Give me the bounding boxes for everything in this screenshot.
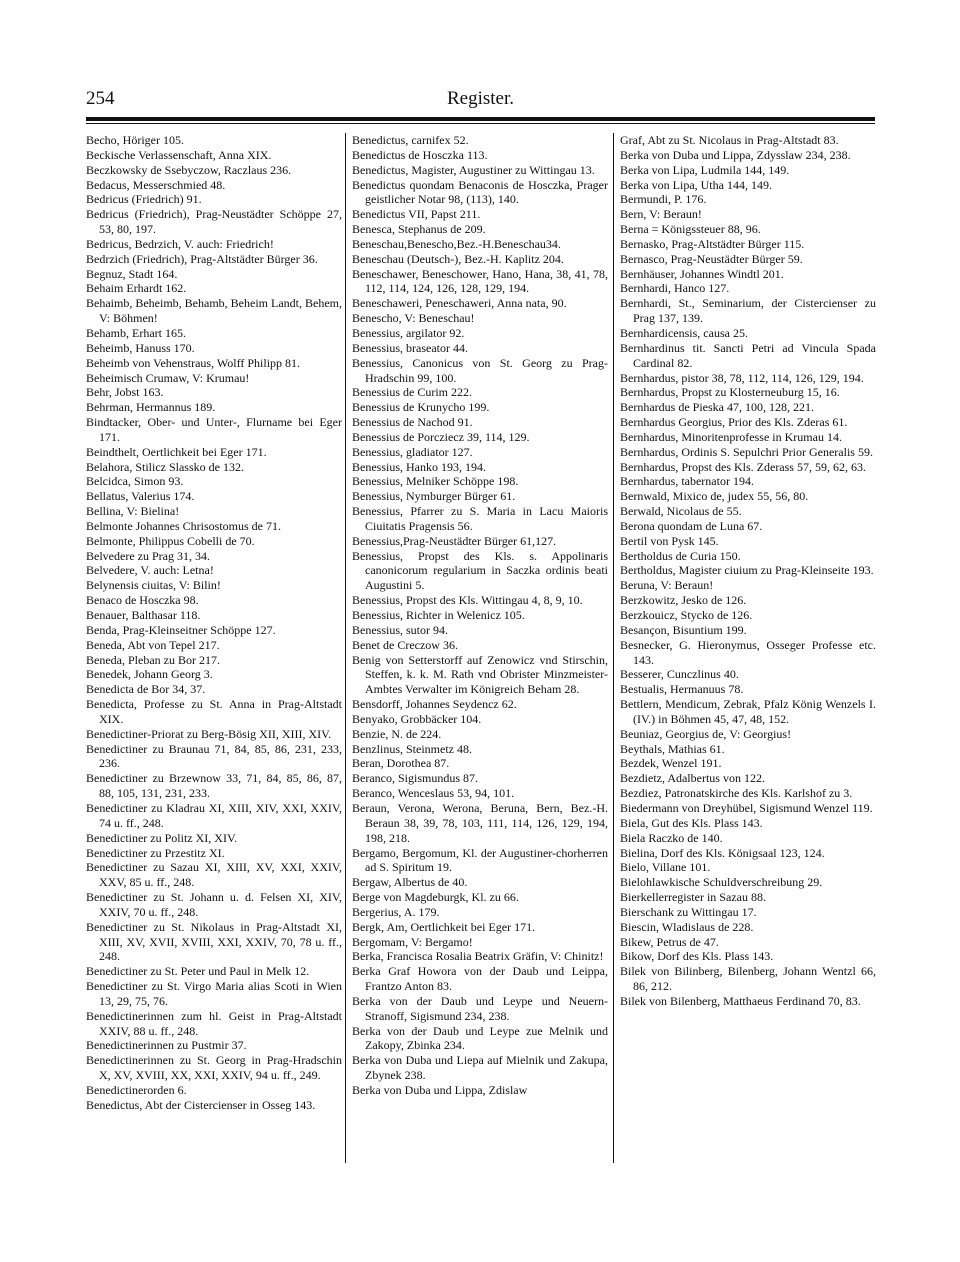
index-entry: Benessius, Propst des Kls. Wittingau 4, 8, 9, 10. — [352, 593, 583, 608]
index-entry: Bilek von Bilinberg, Bilenberg, Johann Wentzl 66, 86, 212. — [620, 964, 876, 994]
index-entry: Bikow, Dorf des Kls. Plass 143. — [620, 949, 774, 964]
index-entry: Bertholdus de Curia 150. — [620, 548, 741, 563]
index-entry: Belynensis ciuitas, V: Bilin! — [86, 578, 221, 593]
index-entry: Belcidca, Simon 93. — [86, 474, 184, 489]
index-entry: Benedictiner zu St. Nikolaus in Prag-Altstadt XI, XIII, XV, XVII, XVIII, XXI, XXIV, 70, 78 u. ff., 248. — [86, 919, 342, 964]
index-entry: Beruna, V: Beraun! — [620, 578, 714, 593]
index-entry: Bielina, Dorf des Kls. Königsaal 123, 124. — [620, 845, 825, 860]
index-entry: Berwald, Nicolaus de 55. — [620, 504, 742, 519]
index-entry: Benessius de Porcziecz 39, 114, 129. — [352, 429, 530, 444]
index-entry: Bernhardi, Hanco 127. — [620, 281, 730, 296]
index-entry: Benessius, Nymburger Bürger 61. — [352, 489, 516, 504]
index-entry: Beczkowsky de Ssebyczow, Raczlaus 236. — [86, 162, 292, 177]
index-entry: Belahora, Stilicz Slassko de 132. — [86, 459, 244, 474]
index-entry: Becho, Höriger 105. — [86, 133, 184, 147]
index-entry: Berka von Duba und Lippa, Zdislaw — [352, 1083, 528, 1097]
index-entry: Benessius, Pfarrer zu S. Maria in Lacu Maioris Ciuitatis Pragensis 56. — [352, 504, 608, 533]
index-entry: Belvedere, V. auch: Letna! — [86, 563, 214, 578]
index-entry: Berge von Magdeburgk, Kl. zu 66. — [352, 890, 519, 905]
index-entry: Bernhardi, St., Seminarium, der Cistercienser zu Prag 137, 139. — [620, 296, 876, 326]
index-entry: Benesca, Stephanus de 209. — [352, 222, 486, 237]
index-entry: Benedictus, Magister, Augustiner zu Wittingau 13. — [352, 162, 595, 177]
index-entry: Belmonte Johannes Chrisostomus de 71. — [86, 518, 281, 533]
column-separator — [345, 133, 346, 1163]
index-entry: Bernhardus, Ordinis S. Sepulchri Prior Generalis 59. — [620, 444, 873, 459]
index-entry: Benedictus VII, Papst 211. — [352, 207, 481, 222]
index-entry: Bernhardus de Pieska 47, 100, 128, 221. — [620, 400, 814, 415]
index-entry: Benedictiner zu Kladrau XI, XIII, XIV, XXI, XXIV, 74 u. ff., 248. — [86, 800, 342, 830]
index-entry: Benedictiner zu Sazau XI, XIII, XV, XXI, XXIV, XXV, 85 u. ff., 248. — [86, 860, 342, 890]
index-entry: Benedicta, Professe zu St. Anna in Prag-Altstadt XIX. — [86, 697, 342, 726]
index-entry: Bernhardus Georgius, Prior des Kls. Zderas 61. — [620, 415, 848, 430]
index-entry: Benessius, Canonicus von St. Georg zu Prag-Hradschin 99, 100. — [352, 355, 608, 385]
index-entry: Bernhardus, Minoritenprofesse in Krumau 14. — [620, 429, 842, 444]
header-rule-thin — [86, 123, 875, 124]
index-entry: Benescho, V: Beneschau! — [352, 311, 475, 326]
index-entry: Behaimb, Beheimb, Behamb, Beheim Landt, Behem, V: Böhmen! — [86, 296, 342, 326]
index-entry: Berka von Duba und Lippa, Zdysslaw 234, 238. — [620, 147, 851, 162]
index-entry: Benedictiner zu St. Johann u. d. Felsen XI, XIV, XXIV, 70 u. ff., 248. — [86, 890, 342, 919]
register-column-1 — [86, 133, 342, 1113]
index-entry: Beheimb von Vehenstraus, Wolff Philipp 81. — [86, 355, 301, 370]
index-entry: Behr, Jobst 163. — [86, 385, 164, 400]
index-entry: Beranco, Sigismundus 87. — [352, 771, 478, 786]
index-entry: Benedek, Johann Georg 3. — [86, 667, 213, 682]
index-entry: Bierschank zu Wittingau 17. — [620, 904, 757, 919]
index-entry: Bernhäuser, Johannes Windtl 201. — [620, 266, 784, 281]
index-entry: Beindthelt, Oertlichkeit bei Eger 171. — [86, 444, 267, 459]
index-entry: Bellatus, Valerius 174. — [86, 489, 195, 504]
register-column-3 — [620, 133, 876, 1009]
index-entry: Behamb, Erhart 165. — [86, 325, 186, 340]
index-entry: Benzie, N. de 224. — [352, 726, 442, 741]
index-entry: Benda, Prag-Kleinseitner Schöppe 127. — [86, 622, 276, 637]
index-entry: Bielo, Villane 101. — [620, 860, 711, 875]
index-entry: Benessius, gladiator 127. — [352, 444, 473, 459]
index-entry: Bezdiez, Patronatskirche des Kls. Karlshof zu 3. — [620, 786, 853, 801]
index-entry: Begnuz, Stadt 164. — [86, 266, 178, 281]
index-entry: Bedricus (Friedrich) 91. — [86, 192, 202, 207]
index-entry: Benessius de Curim 222. — [352, 385, 472, 400]
index-entry: Belmonte, Philippus Cobelli de 70. — [86, 533, 255, 548]
index-entry: Benet de Creczow 36. — [352, 637, 458, 652]
index-entry: Benedictus de Hosczka 113. — [352, 147, 488, 162]
index-entry: Bedricus (Friedrich), Prag-Neustädter Schöppe 27, 53, 80, 197. — [86, 207, 342, 237]
index-entry: Beraun, Verona, Werona, Beruna, Bern, Bez.-H. Beraun 38, 39, 78, 103, 111, 114, 126, 129, 194, 198, 218. — [352, 800, 608, 845]
index-entry: Bernhardinus tit. Sancti Petri ad Vincula Spada Cardinal 82. — [620, 340, 876, 370]
index-entry: Biela, Gut des Kls. Plass 143. — [620, 815, 763, 830]
index-entry: Beranco, Wenceslaus 53, 94, 101. — [352, 786, 515, 801]
index-entry: Benaco de Hosczka 98. — [86, 593, 199, 608]
index-entry: Benedictiner zu St. Peter und Paul in Melk 12. — [86, 964, 310, 979]
index-entry: Bertholdus, Magister ciuium zu Prag-Kleinseite 193. — [620, 563, 874, 578]
index-entry: Benedictiner zu St. Virgo Maria alias Scoti in Wien 13, 29, 75, 76. — [86, 979, 342, 1008]
page-number: 254 — [86, 88, 115, 109]
index-entry: Bergerius, A. 179. — [352, 904, 440, 919]
index-entry: Bezdek, Wenzel 191. — [620, 756, 722, 771]
index-entry: Bergomam, V: Bergamo! — [352, 934, 473, 949]
index-entry: Beneda, Pleban zu Bor 217. — [86, 652, 220, 667]
index-entry: Berka von Lipa, Ludmila 144, 149. — [620, 162, 790, 177]
index-entry: Beneschau,Benescho,Bez.-H.Beneschau34. — [352, 236, 561, 251]
index-entry: Berona quondam de Luna 67. — [620, 518, 763, 533]
index-entry: Bettlern, Mendicum, Zebrak, Pfalz König Wenzels I. (IV.) in Böhmen 45, 47, 48, 152. — [620, 697, 876, 726]
index-entry: Benessius, argilator 92. — [352, 325, 465, 340]
index-entry: Benessius, Melniker Schöppe 198. — [352, 474, 519, 489]
register-column-2 — [352, 133, 608, 1098]
index-entry: Bernasco, Prag-Neustädter Bürger 59. — [620, 251, 803, 266]
index-entry: Besserer, Cunczlinus 40. — [620, 667, 739, 682]
index-entry: Bensdorff, Johannes Seydencz 62. — [352, 697, 517, 712]
index-entry: Beythals, Mathias 61. — [620, 741, 725, 756]
index-entry: Bernhardicensis, causa 25. — [620, 325, 748, 340]
index-entry: Bergamo, Bergomum, Kl. der Augustiner-chorherren ad S. Spiritum 19. — [352, 845, 608, 875]
index-entry: Benzlinus, Steinmetz 48. — [352, 741, 472, 756]
index-entry: Benedictus quondam Benaconis de Hosczka, Prager geistlicher Notar 98, (113), 140. — [352, 177, 608, 207]
index-entry: Benedictinerorden 6. — [86, 1083, 187, 1097]
index-entry: Bernhardus, Propst zu Klosterneuburg 15, 16. — [620, 385, 840, 400]
index-entry: Graf, Abt zu St. Nicolaus in Prag-Altstadt 83. — [620, 133, 839, 147]
index-entry: Berka, Francisca Rosalia Beatrix Gräfin, V: Chinitz! — [352, 949, 604, 964]
index-entry: Biedermann von Dreyhübel, Sigismund Wenzel 119. — [620, 800, 873, 815]
index-entry: Beran, Dorothea 87. — [352, 756, 450, 771]
running-head: Register. — [446, 88, 515, 109]
index-entry: Benessius de Krunycho 199. — [352, 400, 490, 415]
index-entry: Bernhardus, Propst des Kls. Zderass 57, 59, 62, 63. — [620, 459, 866, 474]
index-entry: Berzkowitz, Jesko de 126. — [620, 593, 747, 608]
index-entry: Beheimb, Hanuss 170. — [86, 340, 195, 355]
index-entry: Berka von Duba und Liepa auf Mielnik und Zakupa, Zbynek 238. — [352, 1053, 608, 1083]
index-entry: Benedictinerinnen zu Pustmir 37. — [86, 1038, 247, 1053]
index-entry: Besnecker, G. Hieronymus, Osseger Professe etc. 143. — [620, 637, 876, 667]
index-entry: Berka von der Daub und Leype und Neuern-Stranoff, Sigismund 234, 238. — [352, 993, 608, 1023]
index-entry: Benessius,Prag-Neustädter Bürger 61,127. — [352, 533, 557, 548]
index-entry: Bergk, Am, Oertlichkeit bei Eger 171. — [352, 919, 536, 934]
index-entry: Bern, V: Beraun! — [620, 207, 702, 222]
index-entry: Benedictiner zu Brzewnow 33, 71, 84, 85, 86, 87, 88, 105, 131, 231, 233. — [86, 771, 342, 801]
index-entry: Belvedere zu Prag 31, 34. — [86, 548, 210, 563]
index-entry: Berka Graf Howora von der Daub und Leippa, Frantzo Anton 83. — [352, 964, 608, 994]
index-entry: Benedictus, Abt der Cistercienser in Osseg 143. — [86, 1097, 316, 1112]
index-entry: Benessius, Richter in Welenicz 105. — [352, 608, 525, 622]
index-entry: Bermundi, P. 176. — [620, 192, 707, 207]
column-separator — [613, 133, 614, 1163]
index-entry: Beneschawer, Beneschower, Hano, Hana, 38, 41, 78, 112, 114, 124, 126, 128, 129, 194. — [352, 266, 608, 296]
index-entry: Biescin, Wladislaus de 228. — [620, 919, 754, 934]
index-entry: Bernwald, Mixico de, judex 55, 56, 80. — [620, 489, 809, 504]
index-entry: Beheimisch Crumaw, V: Krumau! — [86, 370, 250, 385]
index-entry: Benedictiner zu Przestitz XI. — [86, 845, 225, 860]
index-entry: Berzkouicz, Stycko de 126. — [620, 608, 753, 622]
index-entry: Behrman, Hermannus 189. — [86, 400, 216, 415]
index-entry: Benedictiner-Priorat zu Berg-Bösig XII, XIII, XIV. — [86, 726, 332, 741]
index-entry: Beneda, Abt von Tepel 217. — [86, 637, 220, 652]
index-entry: Bellina, V: Bielina! — [86, 504, 180, 519]
index-entry: Besançon, Bisuntium 199. — [620, 622, 747, 637]
index-entry: Bedacus, Messerschmied 48. — [86, 177, 226, 192]
index-entry: Behaim Erhardt 162. — [86, 281, 187, 296]
index-entry: Benessius, braseator 44. — [352, 340, 468, 355]
page-header — [86, 88, 875, 116]
index-entry: Bernhardus, pistor 38, 78, 112, 114, 126, 129, 194. — [620, 370, 864, 385]
index-entry: Benig von Setterstorff auf Zenowicz vnd Stirschin, Steffen, k. k. M. Rath vnd Obrister Minzmeister-Ambtes Verwalter im Königreich Beham 28. — [352, 652, 608, 697]
index-entry: Benessius, Propst des Kls. s. Appolinaris canonicorum regularium in Saczka ordinis beati Augustini 5. — [352, 548, 608, 593]
index-entry: Bedricus, Bedrzich, V. auch: Friedrich! — [86, 236, 274, 251]
index-entry: Bergaw, Albertus de 40. — [352, 875, 468, 890]
index-entry: Beneschau (Deutsch-), Bez.-H. Kaplitz 204. — [352, 251, 564, 266]
index-entry: Beuniaz, Georgius de, V: Georgius! — [620, 726, 792, 741]
index-entry: Beckische Verlassenschaft, Anna XIX. — [86, 147, 272, 162]
index-entry: Bestualis, Hermanuus 78. — [620, 682, 744, 697]
index-entry: Bikew, Petrus de 47. — [620, 934, 719, 949]
index-entry: Berka von der Daub und Leype zue Melnik und Zakopy, Zbinka 234. — [352, 1023, 608, 1053]
index-entry: Bernhardus, tabernator 194. — [620, 474, 754, 489]
index-entry: Bielohlawkische Schuldverschreibung 29. — [620, 875, 823, 890]
index-entry: Benyako, Grobbäcker 104. — [352, 711, 482, 726]
index-entry: Benessius, sutor 94. — [352, 622, 448, 637]
header-rule-thick — [86, 117, 875, 121]
index-entry: Benedictiner zu Politz XI, XIV. — [86, 830, 238, 845]
index-entry: Biela Raczko de 140. — [620, 830, 723, 845]
index-entry: Bezdietz, Adalbertus von 122. — [620, 771, 765, 786]
index-entry: Benedictinerinnen zu St. Georg in Prag-Hradschin X, XV, XVIII, XX, XXI, XXIV, 94 u. ff., 249. — [86, 1053, 342, 1083]
index-entry: Benauer, Balthasar 118. — [86, 608, 201, 622]
index-entry: Benedicta de Bor 34, 37. — [86, 682, 206, 697]
index-entry: Bilek von Bilenberg, Matthaeus Ferdinand 70, 83. — [620, 993, 861, 1008]
index-entry: Bedrzich (Friedrich), Prag-Altstädter Bürger 36. — [86, 251, 318, 266]
index-entry: Beneschawerі, Peneschaweri, Anna nata, 90. — [352, 296, 567, 311]
index-entry: Berka von Lipa, Utha 144, 149. — [620, 177, 772, 192]
index-entry: Bernasko, Prag-Altstädter Bürger 115. — [620, 236, 805, 251]
index-entry: Benedictiner zu Braunau 71, 84, 85, 86, 231, 233, 236. — [86, 741, 342, 771]
index-entry: Benedictus, carnifex 52. — [352, 133, 469, 147]
index-entry: Berna = Königssteuer 88, 96. — [620, 222, 761, 237]
index-entry: Bindtacker, Ober- und Unter-, Flurname bei Eger 171. — [86, 415, 342, 444]
index-entry: Bertil von Pysk 145. — [620, 533, 719, 548]
index-entry: Bierkellerregister in Sazau 88. — [620, 890, 766, 905]
index-entry: Benessius, Hanko 193, 194. — [352, 459, 486, 474]
index-entry: Benedictinerinnen zum hl. Geist in Prag-Altstadt XXIV, 88 u. ff., 248. — [86, 1008, 342, 1038]
index-entry: Benessius de Nachod 91. — [352, 415, 473, 430]
